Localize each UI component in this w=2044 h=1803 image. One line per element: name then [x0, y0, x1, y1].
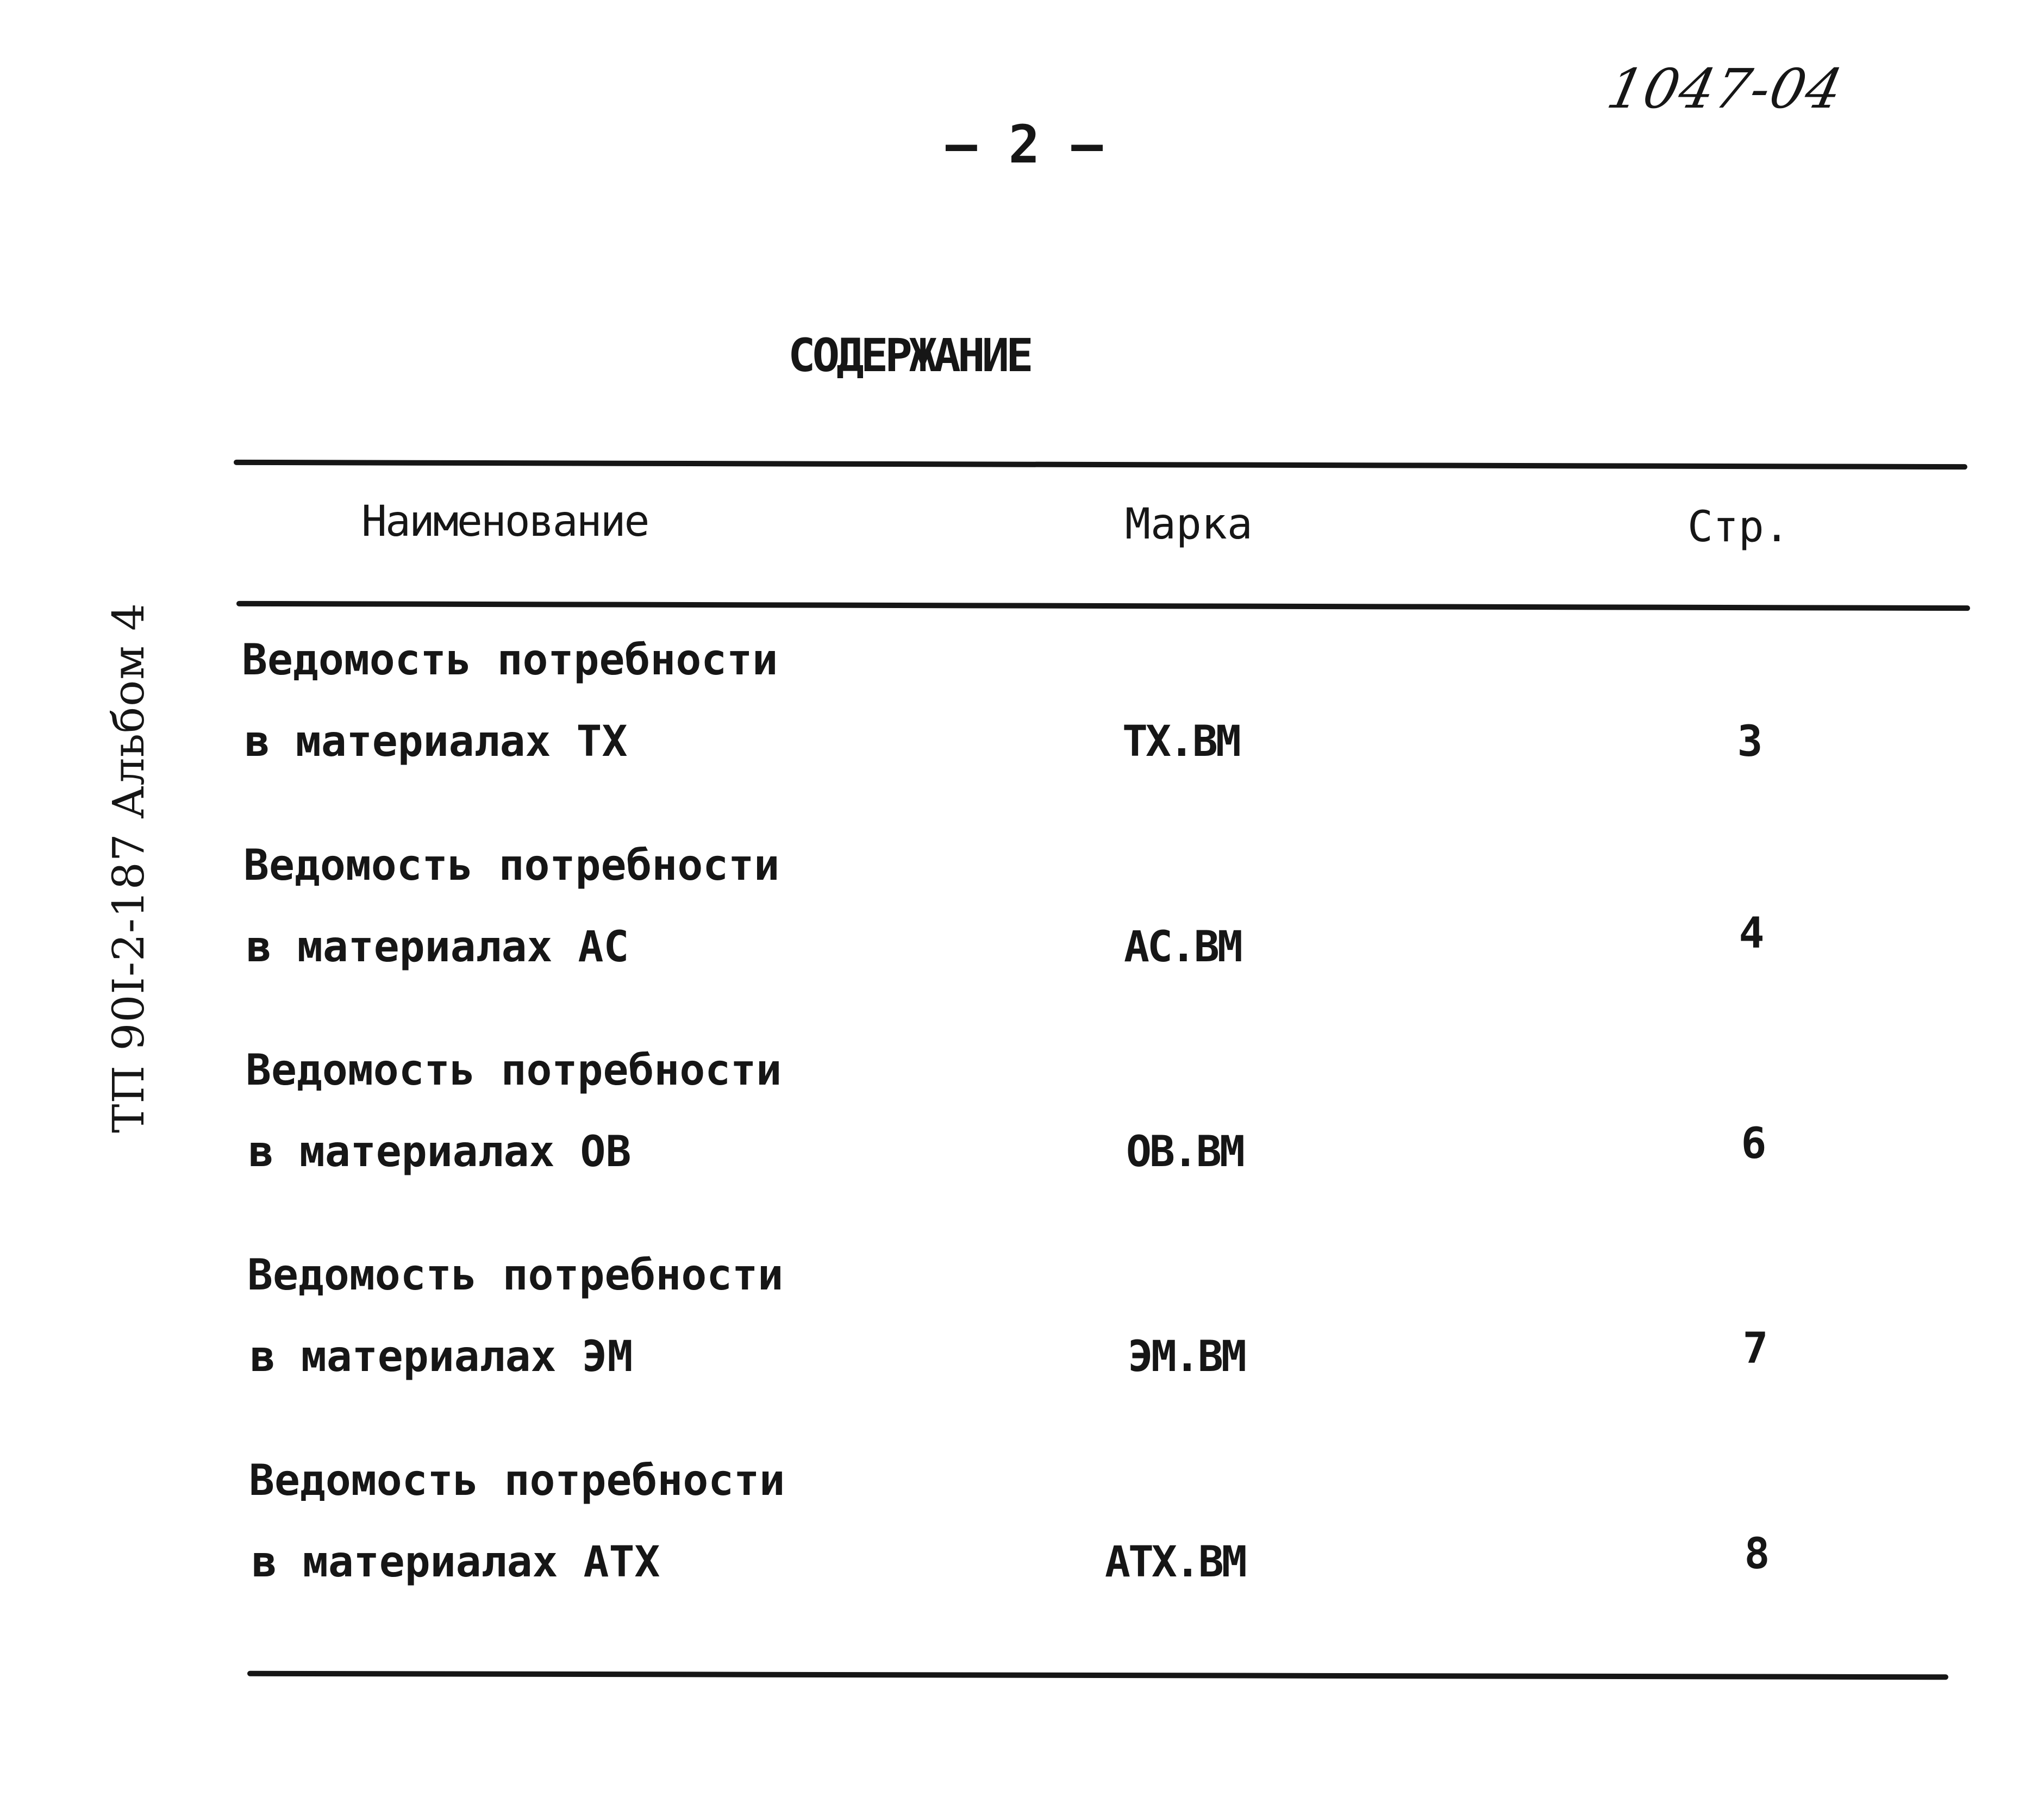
- row-page: 8: [1744, 1530, 1770, 1579]
- row-name-line1: Ведомость потребности: [242, 636, 778, 685]
- document-title: СОДЕРЖАНИЕ: [788, 329, 1030, 382]
- row-name-line2: в материалах АТХ: [252, 1538, 660, 1587]
- row-mark: ТХ.ВМ: [1122, 717, 1239, 766]
- row-page: 3: [1737, 717, 1763, 766]
- row-name-line1: Ведомость потребности: [243, 841, 780, 890]
- table-bottom-rule: [247, 1671, 1948, 1680]
- row-name-line1: Ведомость потребности: [246, 1046, 782, 1095]
- row-name-line1: Ведомость потребности: [247, 1251, 784, 1300]
- column-header-page: Стр.: [1687, 503, 1790, 552]
- row-name-line2: в материалах АС: [246, 923, 629, 972]
- row-mark: АС.ВМ: [1124, 923, 1241, 972]
- row-mark: ЭМ.ВМ: [1128, 1332, 1245, 1381]
- table-header-rule: [236, 601, 1970, 611]
- row-name-line2: в материалах ОВ: [248, 1128, 632, 1176]
- handwritten-document-number: 1047-04: [1602, 57, 1849, 121]
- row-page: 4: [1739, 909, 1765, 958]
- row-name-line2: в материалах ТХ: [245, 717, 628, 766]
- table-row: [247, 1251, 2041, 1425]
- row-name-line1: Ведомость потребности: [249, 1456, 785, 1505]
- row-name-line2: в материалах ЭМ: [250, 1332, 633, 1381]
- table-row: [243, 841, 2037, 1015]
- page-number: — 2 —: [946, 114, 1103, 175]
- row-mark: АТХ.ВМ: [1105, 1538, 1245, 1587]
- side-label-text: ТП 90I-2-187 Альбом 4: [103, 603, 154, 1133]
- row-page: 6: [1741, 1119, 1767, 1168]
- column-header-mark: Марка: [1125, 500, 1253, 549]
- column-header-name: Наименование: [361, 497, 648, 546]
- table-row: [249, 1456, 2042, 1630]
- table-top-rule: [234, 460, 1967, 469]
- table-row: [246, 1046, 2039, 1220]
- table-row: [242, 636, 2035, 810]
- row-page: 7: [1742, 1324, 1768, 1373]
- row-mark: ОВ.ВМ: [1126, 1128, 1243, 1176]
